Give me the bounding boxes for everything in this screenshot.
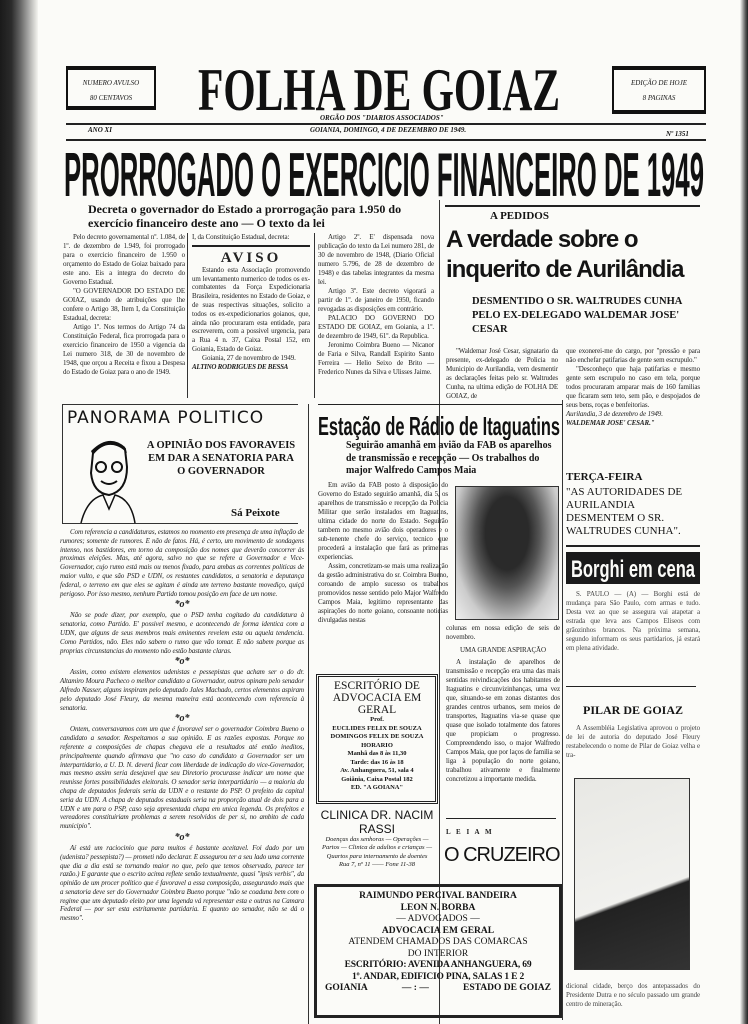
advogados-ad: [314, 884, 562, 1018]
ad-title: CLINICA DR. NACIM RASSI: [320, 808, 434, 836]
photo-caption: colunas em nossa edição de seis de novembro.: [446, 624, 560, 641]
ad-text: Goiânia, Caixa Postal 182: [341, 775, 413, 783]
ad-text: 1º. ANDAR, EDIFICIO PINA, SALAS 1 E 2: [351, 971, 525, 982]
paragraph: "Waldemar José Cesar, signatario da presente, ex-delegado de Policia no Municipio de Aurilandia, vem desmentir as declarações feitas pelo sr. Waltrudes Cunha, na ultima edição de FOLHA DE GOIAZ, de: [446, 347, 558, 400]
paragraph: Estando esta Associação promovendo um levantamento numerico de todos os ex-combatentes da Força Expedicionaria Brasileira, residentes no Estado de Goiaz, e de suas respectivas situações, solicito a todos os ex-expedicionarios goianos, que, ainda não procuraram esta entidade, para escreverem, com a possivel urgencia, para a Rua 4 n. 37, Caixa Postal 152, em Goiania, Estado de Goiaz.: [192, 265, 310, 353]
major-photo: [455, 486, 559, 620]
paragraph: Não se pode dizer, por exemplo, que o PSD tenha cogitado da candidatura à senatoria, como Partido. E' possivel mesmo, e acontecendo de forma identica com a UDN, que alguns de seus membros mais eminentes revelem esta ou aquela tendencia. Como Partidos, não. Eles não sabem o rumo que vão tomar. E não sabem porque as proprias circunstancias do momento não estão bastante claras.: [60, 611, 304, 655]
paragraph: "O GOVERNADOR DO ESTADO DE GOIAZ, usando de atribuições que lhe confere o Artigo 38, Item I, da Constituição Estadual, decreta:: [63, 287, 185, 322]
terca-headline: "AS AUTORIDADES DE AURILANDIA DESMENTEM O SR. WALTRUDES CUNHA".: [566, 486, 683, 537]
ad-text: LEON N. BORBA: [400, 902, 476, 913]
separator: *o*: [174, 831, 190, 843]
main-headline-text: PRORROGADO O EXERCICIO FINANCEIRO DE 1949: [64, 144, 704, 200]
rule: [446, 818, 556, 819]
paragraph: Artigo 3º. Este decreto vigorará a partir de 1º. de janeiro de 1950, ficando revogadas as disposições em contrário.: [318, 287, 434, 313]
ad-text: Av. Anhanguera, 51, sala 4: [340, 767, 414, 774]
column-divider: [308, 404, 309, 1024]
price-value: 80 CENTAVOS: [89, 94, 133, 102]
paragraph: Pelo decreto governamental nº. 1.084, de 1º. de dezembro de 1.949, foi prorrogado para o exercicio financeiro de 1.950 o orçamento do Estado de Goiaz baixado para este ano. Eis a integra do decreto do Governo Estadual.: [63, 233, 185, 286]
paragraph: "Desconheço que haja patifarias e mesmo gente sem escrupulo no caso em tela, porque todos procuraram amparar mais de 160 familias que ficaram sem teto, sem pão, e despojados de seus bens, roças e benfeitorias.: [566, 365, 700, 409]
ad-text: ADVOCACIA EM GERAL: [381, 925, 495, 936]
paragraph: Aí está um raciocinio que para muitos é bastante aceitavel. Foi dado por um (udenista? pessepista?) — prometi não declarar. E assegurou ter a seu lado uma corrente que dia a dia está se tornando maior no que, pelo que temos observado, parece ter razão.) E garante que o escrito acima reflete senão textualmente, quasi "ipsis verbis", da opinião de um procer politico que é favoravel a essa composição, assegurando mais que a senatoria deve ser do Governador Coimbra Bueno porque "não se coaduna bem com o regime que um deputado eleito por uma legenda vá representar esta e outras na Camara Federal — por ser esta estritamente partidaria. E quanto ao senador, não se dá o mesmo".: [60, 843, 304, 923]
lead-column-3: [318, 233, 434, 377]
aviso-title: AVISO: [220, 249, 282, 266]
organ-line: ORGÃO DOS "DIARIOS ASSOCIADOS": [320, 114, 444, 122]
rule: [445, 205, 700, 207]
ad-text: Doenças das senhoras — Operações — Partos — Clinica de adultos e crianças — Quartos para internamento de doentes: [322, 836, 432, 860]
paragraph: I, da Constituição Estadual, decreta:: [192, 233, 290, 241]
rule: [566, 686, 696, 687]
signature: WALDEMAR JOSE' CESAR.": [566, 419, 655, 427]
ad-text: — : —: [401, 983, 429, 993]
ad-text: EUCLIDES FELIX DE SOUZA: [332, 724, 422, 732]
ad-text: RAIMUNDO PERCIVAL BANDEIRA: [359, 891, 517, 901]
lead-column-1: [63, 233, 185, 377]
issue-number: Nº 1351: [666, 130, 689, 138]
column-divider: [562, 400, 563, 1020]
pedidos-column-2: [566, 347, 700, 428]
separator: *o*: [174, 599, 190, 611]
paragraph: Assim, concretizam-se mais uma realização da gestão administrativa do sr. Coimbra Bueno, coroando de amplo sucesso os trabalhos promovidos nesse sentido pelo Major Walfredo Campos Maia, legitimo representante das aspirações do norte goiano, consoante noticias divulgadas nestas: [318, 562, 448, 624]
column-headline: A OPINIÃO DOS FAVORAVEIS EM DAR A SENATORIA PARA O GOVERNADOR: [146, 440, 296, 477]
ad-text: GOIANIA: [325, 983, 368, 993]
ad-text: Prof.: [370, 716, 384, 723]
ad-text: Tarde: das 16 às 18: [350, 758, 404, 766]
paragraph: A instalação de aparelhos de transmissão e recepção era uma das mais sentidas reivindicações dos habitantes de Itaguatins e circunvizinhanças, uma vez que, situando-se em zonas distantes dos grandes centros urbanos, sem meios de transportes, Itaguatins via-se quase que quase que isolado totalmente dos fatores que propiciam o progresso. Compreendendo isso, o major Walfredo Campos Maia, que por laços de familia se liga à população do norte goiano, trabalhou ativamente e finalmente concretizou a importante medida.: [446, 658, 560, 783]
paragraph: Artigo 2º. E' dispensada nova publicação do texto da Lei numero 281, de 30 de novembro de 1948, (Diario Oficial numero 5.796, de 28 de dezembro de 1948) e das tabelas integrantes da mesma lei.: [318, 233, 434, 286]
rule: [566, 545, 700, 547]
itaguatins-headline-text: Estação de Rádio de Itaguatins: [318, 411, 560, 440]
paragraph: Em avião da FAB posto à disposição do Governo do Estado seguirão amanhã, dia 5, os aparelhos de transmissão e recepção da Policia Militar que serão instalados em Itaguatins, ultima cidade do norte do Estado. Seguirão tambem no mesmo avião dois operadores e o sub-tenente chefe do serviço, tecnico que procederá a instalação que fará as primeiras experiencias.: [318, 481, 448, 561]
pilar-text-continued: [566, 982, 700, 1009]
paragraph: Goiania, 27 de novembro de 1949.: [202, 353, 296, 362]
edition-box: [612, 66, 706, 114]
itaguatins-text-2: [446, 658, 560, 784]
clinica-ad: [316, 808, 438, 869]
rule: [66, 139, 706, 141]
itaguatins-headline: [318, 410, 562, 440]
price-box: [66, 66, 156, 110]
ad-text: DOMINGOS FELIX DE SOUZA: [330, 733, 424, 740]
section-kicker: A PEDIDOS: [490, 210, 549, 222]
leiam-label: L E I A M: [446, 828, 494, 836]
borghi-text: [566, 590, 700, 653]
pedidos-headline: A verdade sobre o inquerito de Aurilândia: [446, 226, 684, 283]
paragraph: Jeronimo Coimbra Bueno — Nicanor de Faria e Silva, Randall Espirito Santo Ferreira — Helio Seixo de Brito — Frederico Nunes da Silva e Ulisses Jaime.: [318, 341, 434, 376]
signature: ALTINO RODRIGUES DE BESSA: [192, 362, 289, 371]
panorama-box: [62, 404, 298, 524]
column-divider: [314, 233, 315, 398]
ad-text: ESTADO DE GOIAZ: [463, 983, 551, 993]
paragraph: Artigo 1º. Nos termos do Artigo 74 da Constituição Federal, fica prorrogada para o exercicio financeiro de 1950 a vigencia da Lei numero 318, de 30 de novembro de 1948, que orçou a Receita e fixou a Despesa do Estado de Goiaz para o ano de 1949.: [63, 323, 185, 376]
price-label: NUMERO AVULSO: [82, 79, 140, 87]
main-headline: [64, 144, 708, 200]
paragraph: que exonerei-me do cargo, por "pressão e para não enchefar patifarias de gente sem escrupulo.": [566, 347, 700, 364]
borghi-headline: [566, 552, 700, 584]
terca-kicker: TERÇA-FEIRA: [566, 471, 643, 483]
edition-pages: 8 PAGINAS: [642, 94, 676, 102]
paragraph: PALACIO DO GOVERNO DO ESTADO DE GOIAZ, em Goiania, a 1º. de dezembro de 1949, 61º. da Republica.: [318, 314, 434, 340]
rule: [192, 245, 310, 247]
ad-text: Manhã das 8 às 11,30: [347, 750, 407, 757]
pilar-headline: PILAR DE GOIAZ: [583, 703, 684, 717]
panorama-text: [60, 528, 304, 923]
column-title: PANORAMA POLITICO: [67, 408, 265, 428]
scan-edge-left: [0, 0, 38, 1024]
newspaper-title-text: FOLHA DE GOIAZ: [198, 64, 560, 114]
itaguatins-subhead: Seguirão amanhã em avião da FAB os aparelhos de transmissão e recepção — Os trabalhos do major Walfredo Campos Maia: [346, 440, 552, 476]
pedidos-column-1: [446, 347, 558, 401]
author: Sá Peixote: [231, 507, 280, 519]
ad-text: DO INTERIOR: [407, 948, 469, 959]
paragraph: Com referencia a candidaturas, estamos no momento em presença de uma inflação de rumores; somente de rumores. E não de fatos. Há, é certo, um movimento de sondagens intenso, nos bastidores, em torno da composição dos nomes que deverão concorrer às proximas eleições. Mas, até agora, salvo no que se refere a Governador e Vice-Governador, cujo rumo está mais ou menos fixado, para ambas as correntes politicas de maior vulto, e que são PSD e UDN, os restantes candidatos, a senatoria e deputança federal, o terreno em que eles se agitam é ainda um terreno bastante movediço, quiçá perigoso. Por isso mesmo, nenhum Partido tomou posição em face de um nome.: [60, 528, 304, 598]
paragraph: Assim, como existem elementos udenistas e pessepistas que acham ser o do dr. Altamiro Moura Pacheco o melhor candidato a Governador, outros opinam pelo senador Alfredo Nasser, alguns inspiram pelo deputado Jales Machado, certos elementos aspiram pelo deputado José Fleury, da mesma maneira está acontecendo com referencia à senatoria.: [60, 668, 304, 712]
ad-text: ATENDEM CHAMADOS DAS COMARCAS: [348, 937, 528, 947]
portrait-photo: [574, 778, 690, 970]
ad-text: — ADVOGADOS —: [396, 914, 480, 924]
rule: [318, 404, 562, 405]
borghi-headline-text: Borghi em cena: [571, 556, 696, 583]
ad-text: HORARIO: [361, 741, 393, 749]
lead-subhead: Decreta o governador do Estado a prorrogação para 1.950 do exercício financeiro deste ano — O texto da lei: [88, 202, 402, 230]
dateline: GOIANIA, DOMINGO, 4 DE DEZEMBRO DE 1949.: [310, 126, 467, 134]
rule: [66, 123, 706, 125]
section-heading: UMA GRANDE ASPIRAÇÃO: [460, 646, 546, 654]
cruzeiro-ad: O CRUZEIRO: [444, 844, 560, 866]
ad-title: ESCRITÓRIO DE ADVOCACIA EM GERAL: [332, 680, 422, 716]
ad-text: Rua 7, nº 11 —— Fone 11-38: [339, 860, 415, 868]
ad-text: ESCRITÓRIO: AVENIDA ANHANGUERA, 69: [344, 960, 532, 970]
aviso-column: [192, 233, 310, 371]
paragraph: S. PAULO — (A) — Borghi está de mudança para São Paulo, com armas e tudo. Desta vez ao que se assegura vai atapetar a estrada que leva aos Campos Eliseos com grãozinhos brancos. Na próxima semana, segundo informam os seus partidarios, já estará em plena atividade.: [566, 590, 700, 652]
column-divider: [187, 233, 188, 398]
dateline: Aurilandia, 3 de dezembro de 1949.: [566, 410, 663, 418]
pilar-text: [566, 724, 700, 760]
cartoon-portrait: [73, 433, 143, 525]
paragraph: Ontem, conversavamos com um que é favoravel ser o governador Coimbra Bueno o candidato a senador. Respeitamos a sua opinião. E as razões expostas. Porque no referente a composições de chapas chegava ele a resultados até então ineditos, principalmente quando afirmava que "no caso do candidato a Governador ser um interpartidario, a U. D. N. deverá ficar com liberdade de indicação do vice-Governador, mas mesmo assim seria desejavel que seu Diretorio procurasse indicar um nome que reunisse fortes possibilidades eleitorais. O senador seria interpartidario — a maioria da chapa de deputados federais seria da UDN e o restante do PSP. O prefeito da capital seria da UDN. A chapa de deputados estaduais seria na proporção atual de dois para a UDN e um para o PSP, caso seja apresentada chapa em unica legenda. Os prefeitos e vereadores constituiriam problemas a serem resolvidos de per si, no ambito de cada municipio".: [60, 725, 304, 831]
separator: *o*: [174, 713, 190, 725]
pedidos-subhead: DESMENTIDO O SR. WALTRUDES CUNHA PELO EX-DELEGADO WALDEMAR JOSE' CESAR: [472, 296, 682, 335]
itaguatins-text: [318, 481, 448, 625]
paragraph: A Assembléia Legislativa aprovou o projeto de lei de autoria do deputado José Fleury restabelecendo o nome de Pilar de Goiaz velha e tra-: [566, 724, 700, 759]
edition-label: EDIÇÃO DE HOJE: [631, 79, 687, 87]
newspaper-title: [198, 64, 564, 114]
separator: *o*: [174, 656, 190, 668]
ad-text: ED. "A GOIANA": [350, 784, 404, 791]
year: ANO XI: [88, 126, 112, 134]
paragraph: dicional cidade, berço dos antepassados do Presidente Dutra e no século passado um grande centro de mineração.: [566, 982, 700, 1008]
scan-edge-right: [740, 0, 748, 1024]
escritorio-ad: [316, 674, 438, 804]
